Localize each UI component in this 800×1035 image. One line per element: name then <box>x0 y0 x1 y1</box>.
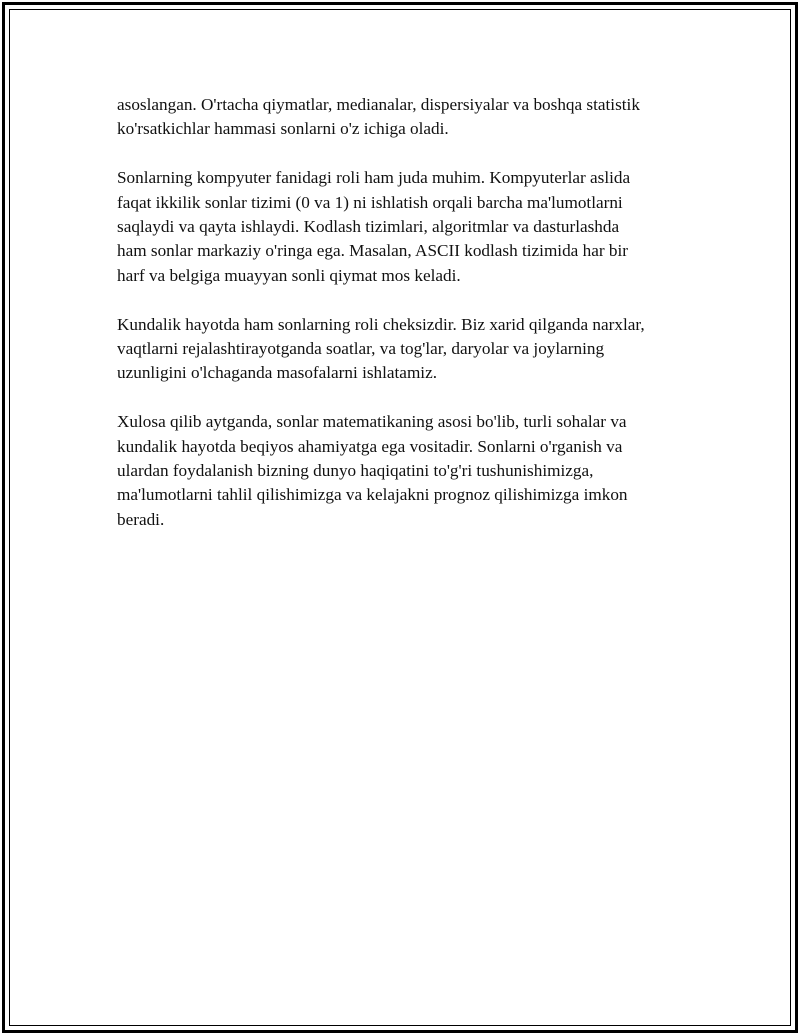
paragraph-computer-science: Sonlarning kompyuter fanidagi roli ham juda muhim. Kompyuterlar aslida faqat ikkilik sonlar tizimi (0 va 1) ni ishlatish orqali barcha ma'lumotlarni saqlaydi va qayta ishlaydi. Kodlash tizimlari, algoritmlar va dasturlashda ham sonlar markaziy o'ringa ega. Masalan, ASCII kodlash tizimida har bir harf va belgiga muayyan sonli qiymat mos keladi. <box>117 168 631 285</box>
document-body <box>117 93 697 557</box>
paragraph-conclusion: Xulosa qilib aytganda, sonlar matematikaning asosi bo'lib, turli sohalar va kundalik hayotda beqiyos ahamiyatga ega vositadir. Sonlarni o'rganish va ulardan foydalanish bizning dunyo haqiqatini to'g'ri tushunishimizga, ma'lumotlarni tahlil qilishimizga va kelajakni prognoz qilishimizga imkon beradi. <box>117 412 628 529</box>
paragraph-statistics-continuation: asoslangan. O'rtacha qiymatlar, medianalar, dispersiyalar va boshqa statistik ko'rsatkichlar hammasi sonlarni o'z ichiga oladi. <box>117 95 640 139</box>
paragraph-daily-life: Kundalik hayotda ham sonlarning roli cheksizdir. Biz xarid qilganda narxlar, vaqtlarni rejalashtirayotganda soatlar, va tog'lar, daryolar va joylarning uzunligini o'lchaganda masofalarni ishlatamiz. <box>117 314 645 383</box>
